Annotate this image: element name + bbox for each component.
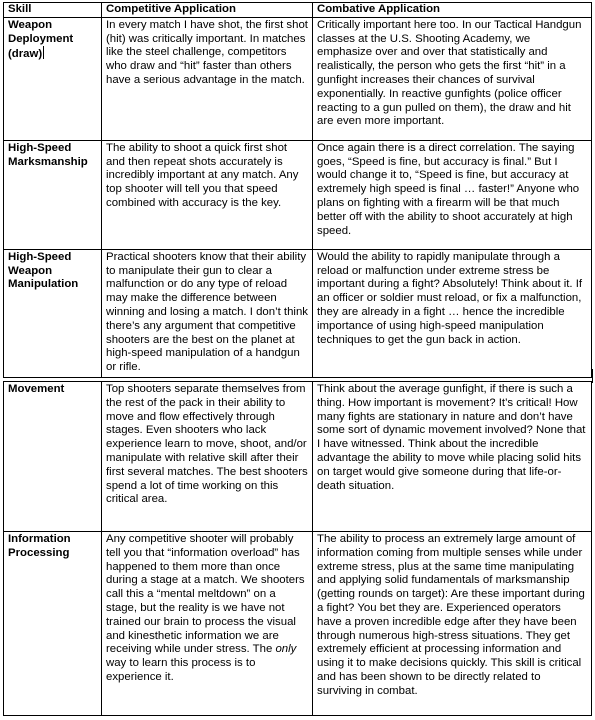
combative-cell: Would the ability to rapidly manipulate through a reload or malfunction under extreme stress be important during a fight? Absolutely! Think about it. If an officer or soldier must reload, or fix a malfunction, they are already in a fight … hence the incredible importance of using high-speed manipulation techniques to get the gun back in action. — [313, 249, 592, 377]
table-row — [4, 249, 592, 377]
competitive-text-part: way to learn this process is to experience it. — [106, 657, 256, 683]
skill-cell: High-Speed Weapon Manipulation — [4, 249, 102, 377]
skills-table-bottom — [3, 381, 592, 716]
table-row — [4, 532, 592, 716]
header-row — [4, 3, 592, 18]
skill-cell: High-Speed Marksmanship — [4, 140, 102, 249]
competitive-text-part: Any competitive shooter will probably tell you that “information overload” has happened to them more than once during a stage at a match. We shooters call this a “mental meltdown” on a stage, but the reality is we have not trained our brain to process the visual and kinesthetic information we are receiving while under stress. The — [106, 533, 305, 656]
text-cursor — [43, 46, 44, 59]
combative-cell: Think about the average gunfight, if there is such a thing. How important is movement? It’s critical! How many fights are stationary in nature and don’t have some sort of dynamic movement involved? None that I have witnessed. Think about the incredible advantage the ability to move while placing solid hits on target would give someone during that life-or-death situation. — [313, 382, 592, 532]
competitive-cell: The ability to shoot a quick first shot and then repeat shots accurately is incredibly important at any match. Any top shooter will tell you that speed combined with accuracy is the key. — [102, 140, 313, 249]
competitive-cell: In every match I have shot, the first shot (hit) was critically important. In matches like the steel challenge, competitors who draw and “hit” faster than others have a serious advantage in the match. — [102, 17, 313, 140]
table-row — [4, 140, 592, 249]
header-skill: Skill — [4, 3, 102, 18]
combative-cell: Critically important here too. In our Tactical Handgun classes at the U.S. Shooting Academy, we emphasize over and over that statistically and realistically, the person who gets the first “hit” in a gunfight increases their chances of survival exponentially. In reactive gunfights (police officer reacting to a gun pulled on them), the draw and hit are even more important. — [313, 17, 592, 140]
table-row — [4, 382, 592, 532]
skill-cell: Movement — [4, 382, 102, 532]
combative-cell: The ability to process an extremely large amount of information coming from multiple senses while under extreme stress, plus at the same time manipulating and applying solid fundamentals of marksmanship (getting rounds on target): Are these important during a fight? You bet they are. Experienced operators have a proven incredible edge after they have been through numerous high-stress situations. They get extremely efficient at processing information and using it to make decisions quickly. This skill is critical and has been shown to be directly related to surviving in combat. — [313, 532, 592, 716]
header-competitive: Competitive Application — [102, 3, 313, 18]
skills-table-top — [3, 2, 592, 378]
competitive-cell: Top shooters separate themselves from the rest of the pack in their ability to move and flow effectively through stages. Even shooters who lack experience learn to move, shoot, and/or manipulate with relative skill after their first several matches. The best shooters spend a lot of time working on this critical area. — [102, 382, 313, 532]
skill-label: Weapon Deployment (draw) — [8, 18, 74, 61]
combative-cell: Once again there is a direct correlation. The saying goes, “Speed is fine, but accuracy is final.” But I would change it to, “Speed is fine, but accuracy at extremely high speed is final … faster!” Anyone who plans on fighting with a firearm will be that much better off with the ability to shoot accurately at high speed. — [313, 140, 592, 249]
table-edge-marker — [592, 369, 593, 383]
emphasis-text: only — [275, 643, 297, 656]
table-row — [4, 17, 592, 140]
skill-cell: Information Processing — [4, 532, 102, 716]
competitive-cell: Practical shooters know that their ability to manipulate their gun to clear a malfunction or do any type of reload may make the difference between winning and losing a match. I don’t think there’s any argument that competitive shooters are the best on the planet at high-speed manipulation of a handgun or rifle. — [102, 249, 313, 377]
header-combative: Combative Application — [313, 3, 592, 18]
skill-cell[interactable] — [4, 17, 102, 140]
competitive-cell — [102, 532, 313, 716]
